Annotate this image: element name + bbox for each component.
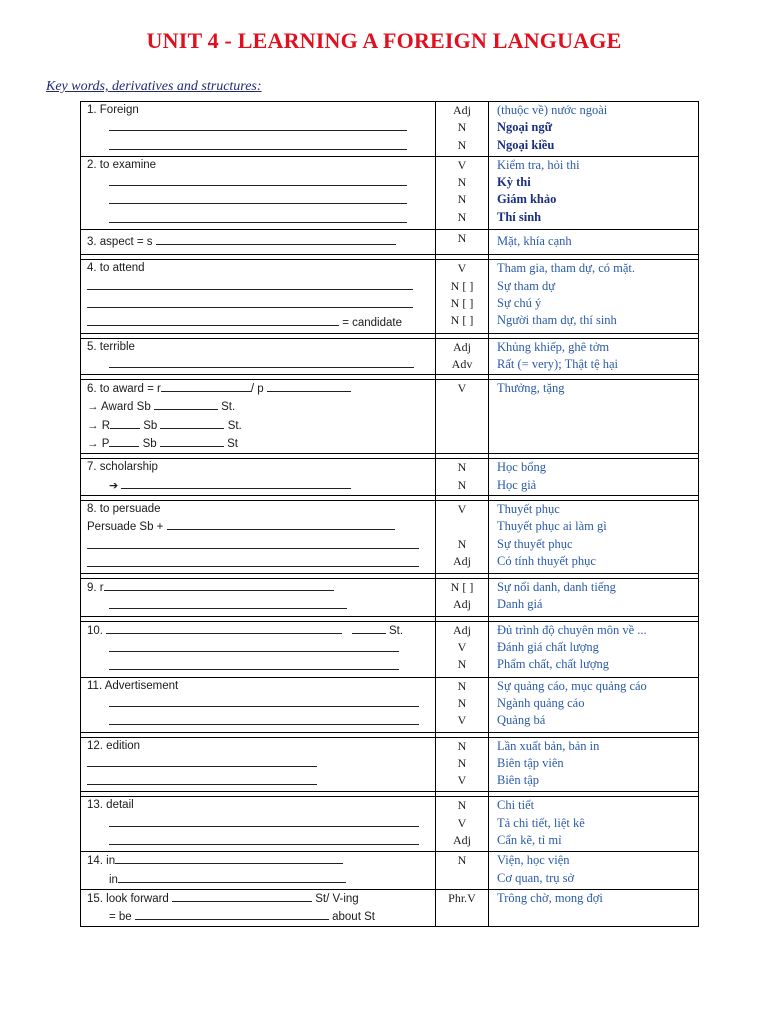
meaning-text: Thuyết phục ai làm gì [497, 519, 607, 534]
answer-line[interactable] [160, 435, 224, 447]
meaning-cell [489, 380, 699, 454]
answer-line[interactable] [81, 658, 435, 676]
answer-line[interactable] [81, 695, 435, 713]
pos-label: Adj [453, 553, 471, 568]
entry-headword: 12. edition [87, 739, 141, 752]
answer-line[interactable] [81, 356, 435, 374]
structure-text: St/ V-ing [315, 892, 359, 905]
meaning-text: Ngoại ngữ [497, 120, 553, 135]
answer-line[interactable] [87, 314, 339, 326]
pos-label: N [ ] [450, 313, 474, 328]
answer-line[interactable] [121, 477, 351, 489]
table-row [81, 380, 699, 454]
table-row [81, 102, 699, 157]
meaning-text: Khủng khiếp, ghê tởm [497, 339, 610, 354]
meaning-text: Đánh giá chất lượng [497, 640, 599, 655]
table-row [81, 500, 699, 573]
entry-headword: 5. terrible [87, 340, 135, 353]
structure-text: St. [389, 624, 404, 637]
entry-headword: 2. to examine [87, 158, 157, 171]
pos-label: V [457, 815, 467, 830]
structure-text: about St [332, 911, 375, 924]
structure-text: in [109, 873, 118, 886]
arrow-icon: ➔ [109, 478, 119, 492]
meaning-cell [489, 260, 699, 333]
structure-text: → P [87, 438, 110, 451]
meaning-cell [489, 102, 699, 157]
pos-label: V [457, 261, 467, 276]
pos-label: N [457, 460, 467, 475]
meaning-text: Ngành quảng cáo [497, 695, 585, 710]
pos-label: Adj [453, 339, 471, 354]
answer-line[interactable] [81, 138, 435, 156]
pos-label: N [457, 137, 467, 152]
entry-hint: / p [250, 383, 264, 396]
pos-label [436, 518, 488, 535]
answer-line[interactable] [81, 597, 435, 615]
pos-label: Adj [453, 597, 471, 612]
pos-label: V [457, 157, 467, 172]
meaning-text: Phẩm chất, chất lượng [497, 657, 609, 672]
answer-line[interactable] [81, 192, 435, 210]
meaning-text: Sự quảng cáo, mục quảng cáo [497, 678, 647, 693]
pos-label: V [457, 773, 467, 788]
pos-label: N [457, 657, 467, 672]
pos-cell [436, 380, 489, 454]
pos-cell [436, 156, 489, 229]
vocabulary-table [80, 101, 699, 927]
word-cell [81, 737, 436, 792]
meaning-text: Thuyết phục [497, 501, 560, 516]
word-cell [81, 621, 436, 677]
word-cell [81, 459, 436, 496]
entry-hint: = candidate [342, 317, 402, 330]
meaning-text: Danh giá [497, 597, 543, 612]
word-cell [81, 889, 436, 927]
structure-text: St. [221, 401, 236, 414]
answer-line[interactable] [81, 278, 435, 296]
answer-line[interactable] [110, 417, 140, 429]
pos-label: N [ ] [450, 580, 474, 595]
structure-text: St. [227, 419, 242, 432]
word-cell [81, 380, 436, 454]
answer-line[interactable] [81, 296, 435, 314]
word-cell [81, 677, 436, 732]
pos-label: N [457, 695, 467, 710]
meaning-text: Cơ quan, trụ sở [497, 870, 575, 885]
pos-label: N [457, 192, 467, 207]
meaning-text: Người tham dự, thí sinh [497, 313, 617, 328]
pos-cell [436, 260, 489, 333]
meaning-cell [489, 579, 699, 617]
structure-text: Sb [142, 438, 157, 451]
word-cell [81, 579, 436, 617]
word-cell [81, 852, 436, 890]
word-cell [81, 156, 436, 229]
word-cell [81, 260, 436, 333]
meaning-text: Đủ trình độ chuyên môn về ... [497, 622, 647, 637]
entry-headword: 7. scholarship [87, 461, 158, 474]
meaning-text: (thuộc về) nước ngoài [497, 103, 608, 117]
pos-label: N [457, 738, 467, 753]
meaning-text: Học bổng [497, 460, 546, 475]
table-row [81, 338, 699, 375]
meaning-text: Tả chi tiết, liệt kê [497, 815, 585, 830]
entry-headword: 3. aspect = s [87, 236, 153, 249]
table-row [81, 579, 699, 617]
entry-headword: 10. [87, 624, 103, 637]
pos-label: V [457, 713, 467, 728]
meaning-text: Thí sinh [497, 209, 542, 224]
answer-line[interactable] [115, 852, 343, 864]
answer-line[interactable] [106, 622, 342, 634]
meaning-text: Mặt, khía cạnh [497, 234, 572, 249]
pos-label: N [457, 798, 467, 813]
meaning-text: Thưởng, tặng [497, 381, 565, 396]
meaning-cell [489, 230, 699, 255]
meaning-cell [489, 737, 699, 792]
entry-headword: 6. to award = r [87, 383, 161, 396]
meaning-text: Giám khảo [497, 192, 557, 207]
structure-text: → Award Sb [87, 401, 151, 414]
answer-line[interactable] [172, 890, 312, 902]
pos-label: N [457, 231, 467, 246]
meaning-text: Viện, học viện [497, 853, 570, 868]
pos-cell [436, 737, 489, 792]
table-row [81, 889, 699, 927]
meaning-text: Chi tiết [497, 798, 535, 813]
structure-text: St [227, 438, 238, 451]
pos-cell [436, 889, 489, 927]
meaning-text: Ngoại kiều [497, 137, 555, 152]
section-heading: Key words, derivatives and structures: [46, 79, 262, 94]
pos-label: N [457, 175, 467, 190]
meaning-cell [489, 500, 699, 573]
entry-headword: 1. Foreign [87, 104, 139, 116]
meaning-text: Biên tập [497, 773, 540, 788]
table-row [81, 459, 699, 496]
meaning-text: Rất (= very); Thật tệ hại [497, 356, 619, 371]
meaning-cell [489, 156, 699, 229]
meaning-cell [489, 852, 699, 890]
meaning-text: Học giả [497, 477, 537, 492]
meaning-text: Sự nổi danh, danh tiếng [497, 580, 616, 595]
meaning-cell [489, 889, 699, 927]
page-title: UNIT 4 - LEARNING A FOREIGN LANGUAGE [146, 28, 622, 53]
answer-line[interactable] [81, 713, 435, 731]
pos-cell [436, 579, 489, 617]
meaning-text: Kiểm tra, hỏi thi [497, 157, 580, 172]
pos-label: Adj [453, 622, 471, 637]
meaning-cell [489, 677, 699, 732]
meaning-text: Trông chờ, mong đợi [497, 890, 603, 905]
word-cell [81, 500, 436, 573]
answer-line[interactable] [81, 755, 435, 773]
entry-headword: 11. Advertisement [87, 679, 179, 692]
meaning-text: Cẩn kẽ, tỉ mỉ [497, 832, 562, 847]
pos-label: V [457, 640, 467, 655]
answer-line[interactable] [81, 174, 435, 192]
table-row [81, 230, 699, 255]
meaning-text: Kỳ thi [497, 175, 531, 190]
answer-line[interactable] [81, 815, 435, 833]
meaning-cell [489, 459, 699, 496]
pos-label: N [457, 477, 467, 492]
answer-line[interactable] [156, 233, 396, 245]
structure-text: Sb [143, 419, 158, 432]
pos-cell [436, 459, 489, 496]
pos-label: N [457, 120, 467, 135]
pos-label: N [457, 853, 467, 868]
pos-label: N [457, 209, 467, 224]
pos-cell [436, 677, 489, 732]
answer-line[interactable] [81, 119, 435, 137]
table-row [81, 677, 699, 732]
pos-label: V [457, 501, 467, 516]
word-cell [81, 797, 436, 852]
answer-line[interactable] [352, 622, 386, 634]
answer-line[interactable] [104, 579, 334, 591]
entry-headword: 15. look forward [87, 892, 169, 905]
answer-line[interactable] [109, 435, 139, 447]
answer-line[interactable] [81, 537, 435, 555]
pos-cell [436, 852, 489, 890]
answer-line[interactable] [81, 640, 435, 658]
table-row [81, 737, 699, 792]
entry-headword: 9. r [87, 582, 104, 595]
meaning-text: Sự tham dự [497, 278, 555, 293]
table-row [81, 156, 699, 229]
pos-label: N [457, 536, 467, 551]
entry-headword: 13. detail [87, 799, 134, 812]
pos-cell [436, 338, 489, 375]
meaning-cell [489, 621, 699, 677]
word-cell [81, 102, 436, 157]
answer-line[interactable] [81, 211, 435, 229]
structure-text: = be [109, 911, 132, 924]
table-row [81, 797, 699, 852]
word-cell [81, 230, 436, 255]
word-cell [81, 338, 436, 375]
pos-label: N [457, 755, 467, 770]
table-row [81, 260, 699, 333]
meaning-cell [489, 338, 699, 375]
pos-cell [436, 102, 489, 157]
pos-cell [436, 621, 489, 677]
meaning-text: Quảng bá [497, 713, 546, 728]
entry-headword: 4. to attend [87, 262, 145, 275]
pos-label: N [ ] [450, 295, 474, 310]
answer-line[interactable] [161, 380, 251, 392]
answer-line[interactable] [81, 833, 435, 851]
pos-label: V [457, 381, 467, 396]
table-row [81, 621, 699, 677]
structure-text: → R [87, 419, 110, 432]
meaning-text: Biên tập viên [497, 755, 564, 770]
answer-line[interactable] [154, 398, 218, 410]
pos-label: N [ ] [450, 278, 474, 293]
answer-line[interactable] [267, 380, 351, 392]
answer-line[interactable] [81, 555, 435, 573]
meaning-text: Tham gia, tham dự, có mặt. [497, 261, 635, 276]
pos-label: Adj [453, 832, 471, 847]
meaning-text: Sự chú ý [497, 295, 542, 310]
pos-cell [436, 797, 489, 852]
answer-line[interactable] [81, 773, 435, 791]
structure-text: Persuade Sb + [87, 521, 164, 534]
answer-line[interactable] [135, 908, 329, 920]
pos-label: N [457, 678, 467, 693]
pos-label: Adj [453, 103, 471, 117]
pos-cell [436, 500, 489, 573]
pos-cell [436, 230, 489, 255]
pos-label: Phr.V [448, 890, 476, 905]
entry-headword: 14. in [87, 855, 116, 868]
meaning-text: Lần xuất bản, bản in [497, 738, 600, 753]
table-row [81, 852, 699, 890]
answer-line[interactable] [167, 518, 395, 530]
answer-line[interactable] [118, 871, 346, 883]
meaning-cell [489, 797, 699, 852]
meaning-text: Sự thuyết phục [497, 536, 573, 551]
pos-label: Adv [451, 356, 473, 371]
meaning-text: Có tính thuyết phục [497, 553, 596, 568]
answer-line[interactable] [160, 417, 224, 429]
entry-headword: 8. to persuade [87, 502, 161, 515]
